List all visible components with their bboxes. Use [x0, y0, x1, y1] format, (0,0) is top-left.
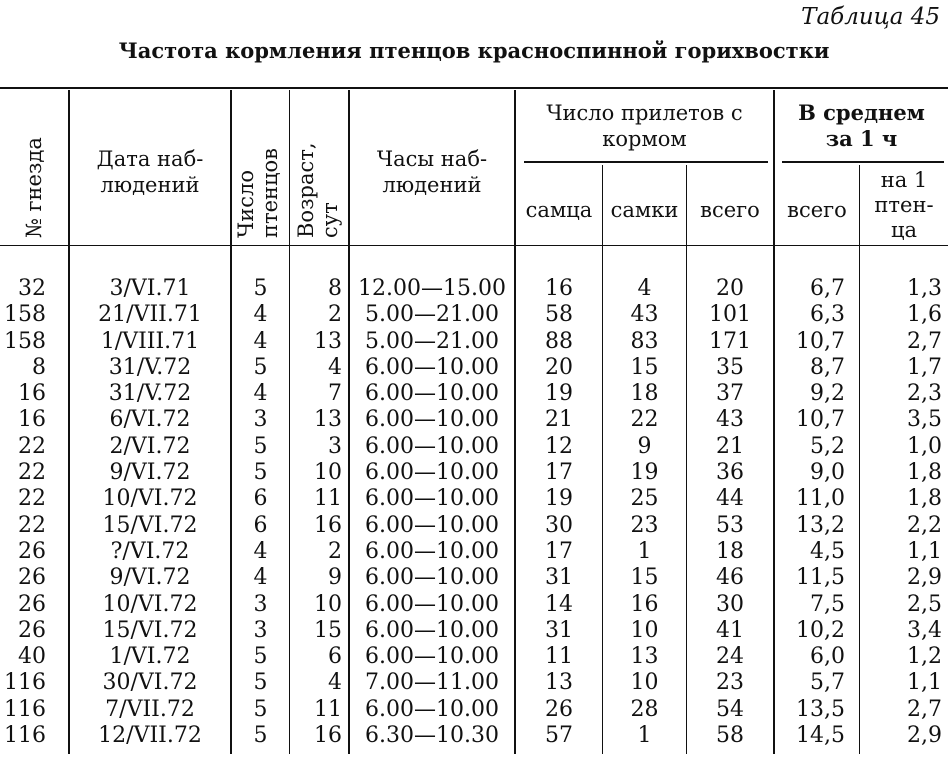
cell-chicks: 5	[253, 723, 268, 749]
cell-female: 19	[630, 460, 659, 486]
cell-total: 30	[716, 591, 744, 617]
header-avg-total: всего	[787, 198, 847, 222]
cell-hours: 12.00—15.00	[358, 276, 506, 301]
table-row	[0, 618, 948, 644]
cell-per-chick: 2,2	[907, 512, 942, 538]
cell-female: 4	[637, 276, 652, 301]
cell-date: 3/VI.71	[109, 276, 191, 301]
cell-total: 21	[716, 433, 744, 459]
cell-nest: 22	[18, 486, 46, 512]
cell-chicks: 3	[253, 591, 268, 617]
cell-chicks: 5	[253, 276, 268, 301]
cell-chicks: 5	[253, 433, 268, 459]
cell-female: 15	[630, 354, 659, 380]
header-avg-line-1: В среднем	[798, 100, 925, 125]
header-female: самки	[610, 198, 679, 222]
cell-avg-total: 9,2	[810, 381, 845, 407]
cell-avg-total: 10,7	[796, 407, 845, 433]
cell-total: 58	[716, 723, 744, 749]
table-body	[0, 276, 948, 749]
cell-age: 6	[328, 644, 342, 670]
cell-total: 53	[716, 512, 744, 538]
cell-age: 4	[328, 354, 342, 380]
table-row	[0, 644, 948, 670]
cell-hours: 6.00—10.00	[365, 486, 499, 512]
header-chicks-line-1: Число	[234, 170, 258, 238]
cell-per-chick: 1,1	[907, 670, 942, 696]
cell-age: 2	[328, 302, 342, 328]
header-age-line-2: сут	[318, 202, 342, 238]
cell-per-chick: 1,1	[907, 538, 942, 564]
cell-date: 31/V.72	[108, 381, 192, 407]
cell-total: 23	[716, 670, 744, 696]
cell-date: 6/VI.72	[109, 407, 191, 433]
cell-total: 41	[716, 617, 744, 643]
cell-chicks: 4	[253, 565, 268, 591]
cell-hours: 6.00—10.00	[365, 460, 499, 486]
top-rule	[0, 87, 948, 89]
cell-per-chick: 1,7	[907, 354, 942, 380]
cell-date: 10/VI.72	[102, 591, 198, 617]
header-hours-line-1: Часы наб-	[376, 147, 488, 171]
header-arrivals-line-2: кормом	[602, 127, 687, 151]
table-row	[0, 539, 948, 565]
cell-per-chick: 2,3	[907, 381, 942, 407]
cell-per-chick: 1,8	[907, 486, 942, 512]
cell-per-chick: 1,8	[907, 460, 942, 486]
cell-per-chick: 2,7	[907, 696, 942, 722]
cell-hours: 6.00—10.00	[365, 512, 499, 538]
cell-female: 83	[630, 328, 659, 354]
table-row	[0, 329, 948, 355]
cell-date: 31/V.72	[108, 354, 192, 380]
cell-male: 17	[545, 538, 573, 564]
cell-age: 10	[314, 591, 342, 617]
cell-chicks: 4	[253, 381, 268, 407]
cell-total: 54	[716, 696, 744, 722]
cell-female: 10	[630, 617, 659, 643]
cell-per-chick: 1,2	[907, 644, 942, 670]
cell-hours: 6.00—10.00	[365, 381, 499, 407]
cell-avg-total: 11,5	[796, 565, 845, 591]
cell-female: 13	[630, 644, 659, 670]
header-avg	[775, 100, 948, 152]
cell-per-chick: 2,9	[907, 723, 942, 749]
cell-age: 13	[314, 407, 342, 433]
cell-date: 7/VII.72	[105, 696, 195, 722]
cell-per-chick: 2,5	[907, 591, 942, 617]
cell-date: 30/VI.72	[102, 670, 198, 696]
cell-hours: 6.00—10.00	[365, 591, 499, 617]
cell-avg-total: 10,7	[796, 328, 845, 354]
cell-male: 31	[545, 565, 573, 591]
cell-age: 9	[328, 565, 342, 591]
cell-female: 43	[630, 302, 659, 328]
header-arrivals-line-1: Число прилетов с	[546, 101, 743, 125]
cell-avg-total: 5,2	[810, 433, 845, 459]
cell-age: 3	[328, 433, 342, 459]
cell-nest: 22	[18, 460, 46, 486]
table-row	[0, 670, 948, 696]
cell-per-chick: 1,0	[907, 433, 942, 459]
header-date-line-1: Дата наб-	[96, 147, 204, 171]
cell-nest: 26	[18, 565, 46, 591]
table-row	[0, 434, 948, 460]
cell-date: 2/VI.72	[109, 433, 191, 459]
cell-female: 16	[630, 591, 659, 617]
cell-nest: 32	[18, 276, 46, 301]
cell-nest: 22	[18, 512, 46, 538]
cell-avg-total: 6,3	[810, 302, 845, 328]
cell-chicks: 5	[253, 354, 268, 380]
table-row	[0, 407, 948, 433]
cell-date: 9/VI.72	[109, 565, 191, 591]
cell-nest: 22	[18, 433, 46, 459]
cell-per-chick: 3,5	[907, 407, 942, 433]
cell-male: 21	[545, 407, 573, 433]
cell-age: 11	[314, 696, 342, 722]
cell-hours: 7.00—11.00	[365, 670, 499, 696]
cell-per-chick: 3,4	[907, 617, 942, 643]
cell-chicks: 5	[253, 460, 268, 486]
cell-avg-total: 11,0	[796, 486, 845, 512]
cell-male: 16	[545, 276, 573, 301]
header-age	[294, 142, 342, 238]
header-hours	[350, 146, 514, 198]
cell-nest: 116	[4, 723, 46, 749]
header-age-line-1: Возраст,	[294, 142, 318, 238]
table-row	[0, 513, 948, 539]
cell-male: 58	[545, 302, 573, 328]
cell-age: 15	[314, 617, 342, 643]
cell-nest: 116	[4, 696, 46, 722]
cell-age: 13	[314, 328, 342, 354]
cell-male: 31	[545, 617, 573, 643]
header-date	[70, 146, 230, 198]
cell-hours: 6.00—10.00	[365, 407, 499, 433]
cell-date: 1/VI.72	[109, 644, 191, 670]
cell-hours: 6.00—10.00	[365, 696, 499, 722]
cell-chicks: 5	[253, 670, 268, 696]
header-per-chick	[860, 168, 948, 243]
cell-male: 30	[545, 512, 573, 538]
cell-date: 9/VI.72	[109, 460, 191, 486]
cell-male: 19	[545, 486, 573, 512]
cell-avg-total: 10,2	[796, 617, 845, 643]
cell-age: 8	[328, 276, 342, 301]
cell-avg-total: 5,7	[810, 670, 845, 696]
cell-per-chick: 1,3	[907, 276, 942, 301]
cell-female: 1	[637, 723, 652, 749]
cell-total: 18	[716, 538, 744, 564]
header-chicks-line-2: птенцов	[258, 147, 282, 238]
cell-female: 10	[630, 670, 659, 696]
cell-chicks: 5	[253, 644, 268, 670]
cell-avg-total: 9,0	[810, 460, 845, 486]
header-arrivals	[516, 100, 773, 152]
cell-date: 1/VIII.71	[100, 328, 200, 354]
cell-female: 1	[637, 538, 652, 564]
header-per-chick-line-3: ца	[890, 218, 918, 242]
cell-total: 44	[716, 486, 744, 512]
cell-total: 35	[716, 354, 744, 380]
cell-avg-total: 4,5	[810, 538, 845, 564]
table-row	[0, 486, 948, 512]
cell-nest: 26	[18, 538, 46, 564]
table-row	[0, 355, 948, 381]
avg-subrule	[782, 161, 944, 163]
cell-date: 21/VII.71	[98, 302, 202, 328]
cell-female: 22	[630, 407, 659, 433]
cell-chicks: 4	[253, 538, 268, 564]
cell-nest: 26	[18, 591, 46, 617]
cell-female: 18	[630, 381, 659, 407]
cell-age: 7	[328, 381, 342, 407]
table-row	[0, 592, 948, 618]
cell-avg-total: 13,2	[796, 512, 845, 538]
header-nest: № гнезда	[22, 137, 46, 238]
cell-female: 25	[630, 486, 659, 512]
cell-total: 43	[716, 407, 744, 433]
table-row	[0, 460, 948, 486]
header-per-chick-line-1: на 1	[880, 168, 928, 192]
cell-male: 19	[545, 381, 573, 407]
cell-date: 12/VII.72	[98, 723, 202, 749]
cell-total: 20	[716, 276, 744, 301]
cell-nest: 116	[4, 670, 46, 696]
cell-hours: 6.00—10.00	[365, 538, 499, 564]
cell-nest: 16	[18, 407, 46, 433]
cell-chicks: 5	[253, 696, 268, 722]
header-avg-line-2: за 1 ч	[825, 126, 898, 151]
cell-total: 46	[716, 565, 744, 591]
cell-hours: 6.00—10.00	[365, 644, 499, 670]
cell-nest: 40	[18, 644, 46, 670]
cell-date: ?/VI.72	[110, 538, 190, 564]
cell-date: 10/VI.72	[102, 486, 198, 512]
cell-date: 15/VI.72	[102, 512, 198, 538]
cell-hours: 6.00—10.00	[365, 433, 499, 459]
cell-chicks: 6	[253, 512, 268, 538]
cell-male: 13	[545, 670, 573, 696]
cell-male: 14	[545, 591, 573, 617]
cell-hours: 6.00—10.00	[365, 565, 499, 591]
cell-per-chick: 1,6	[907, 302, 942, 328]
cell-hours: 5.00—21.00	[365, 328, 499, 354]
cell-total: 37	[716, 381, 744, 407]
cell-avg-total: 8,7	[810, 354, 845, 380]
cell-total: 24	[716, 644, 744, 670]
cell-date: 15/VI.72	[102, 617, 198, 643]
cell-age: 16	[314, 723, 342, 749]
header-bottom-rule	[0, 245, 948, 246]
cell-age: 10	[314, 460, 342, 486]
cell-nest: 16	[18, 381, 46, 407]
cell-hours: 5.00—21.00	[365, 302, 499, 328]
cell-male: 12	[545, 433, 573, 459]
table-row	[0, 381, 948, 407]
cell-avg-total: 6,7	[810, 276, 845, 301]
cell-chicks: 4	[253, 328, 268, 354]
cell-age: 16	[314, 512, 342, 538]
cell-avg-total: 13,5	[796, 696, 845, 722]
cell-nest: 158	[4, 302, 46, 328]
header-date-line-2: людений	[100, 173, 200, 197]
cell-age: 4	[328, 670, 342, 696]
cell-per-chick: 2,9	[907, 565, 942, 591]
cell-chicks: 6	[253, 486, 268, 512]
cell-hours: 6.30—10.30	[365, 723, 499, 749]
table-number: Таблица 45	[801, 4, 940, 30]
cell-hours: 6.00—10.00	[365, 617, 499, 643]
cell-male: 88	[545, 328, 573, 354]
cell-male: 26	[545, 696, 573, 722]
cell-total: 101	[709, 302, 751, 328]
cell-nest: 26	[18, 617, 46, 643]
cell-total: 171	[709, 328, 751, 354]
cell-hours: 6.00—10.00	[365, 354, 499, 380]
header-male: самца	[525, 198, 593, 222]
table-row	[0, 276, 948, 302]
cell-age: 2	[328, 538, 342, 564]
cell-male: 11	[545, 644, 573, 670]
cell-avg-total: 7,5	[810, 591, 845, 617]
table-row	[0, 565, 948, 591]
table-row	[0, 697, 948, 723]
table-row	[0, 723, 948, 749]
cell-male: 57	[545, 723, 573, 749]
cell-age: 11	[314, 486, 342, 512]
table-row	[0, 302, 948, 328]
cell-male: 20	[545, 354, 573, 380]
cell-total: 36	[716, 460, 744, 486]
cell-avg-total: 6,0	[810, 644, 845, 670]
cell-nest: 8	[32, 354, 46, 380]
cell-nest: 158	[4, 328, 46, 354]
arrivals-subrule	[524, 161, 768, 163]
cell-chicks: 4	[253, 302, 268, 328]
cell-female: 9	[637, 433, 652, 459]
cell-female: 15	[630, 565, 659, 591]
cell-female: 28	[630, 696, 659, 722]
cell-male: 17	[545, 460, 573, 486]
cell-chicks: 3	[253, 407, 268, 433]
table-title: Частота кормления птенцов красноспинной горихвостки	[118, 38, 830, 63]
cell-per-chick: 2,7	[907, 328, 942, 354]
header-chicks	[234, 148, 282, 238]
header-total: всего	[700, 198, 760, 222]
cell-avg-total: 14,5	[796, 723, 845, 749]
cell-chicks: 3	[253, 617, 268, 643]
cell-female: 23	[630, 512, 659, 538]
header-per-chick-line-2: птен-	[874, 193, 934, 217]
header-hours-line-2: людений	[382, 173, 482, 197]
